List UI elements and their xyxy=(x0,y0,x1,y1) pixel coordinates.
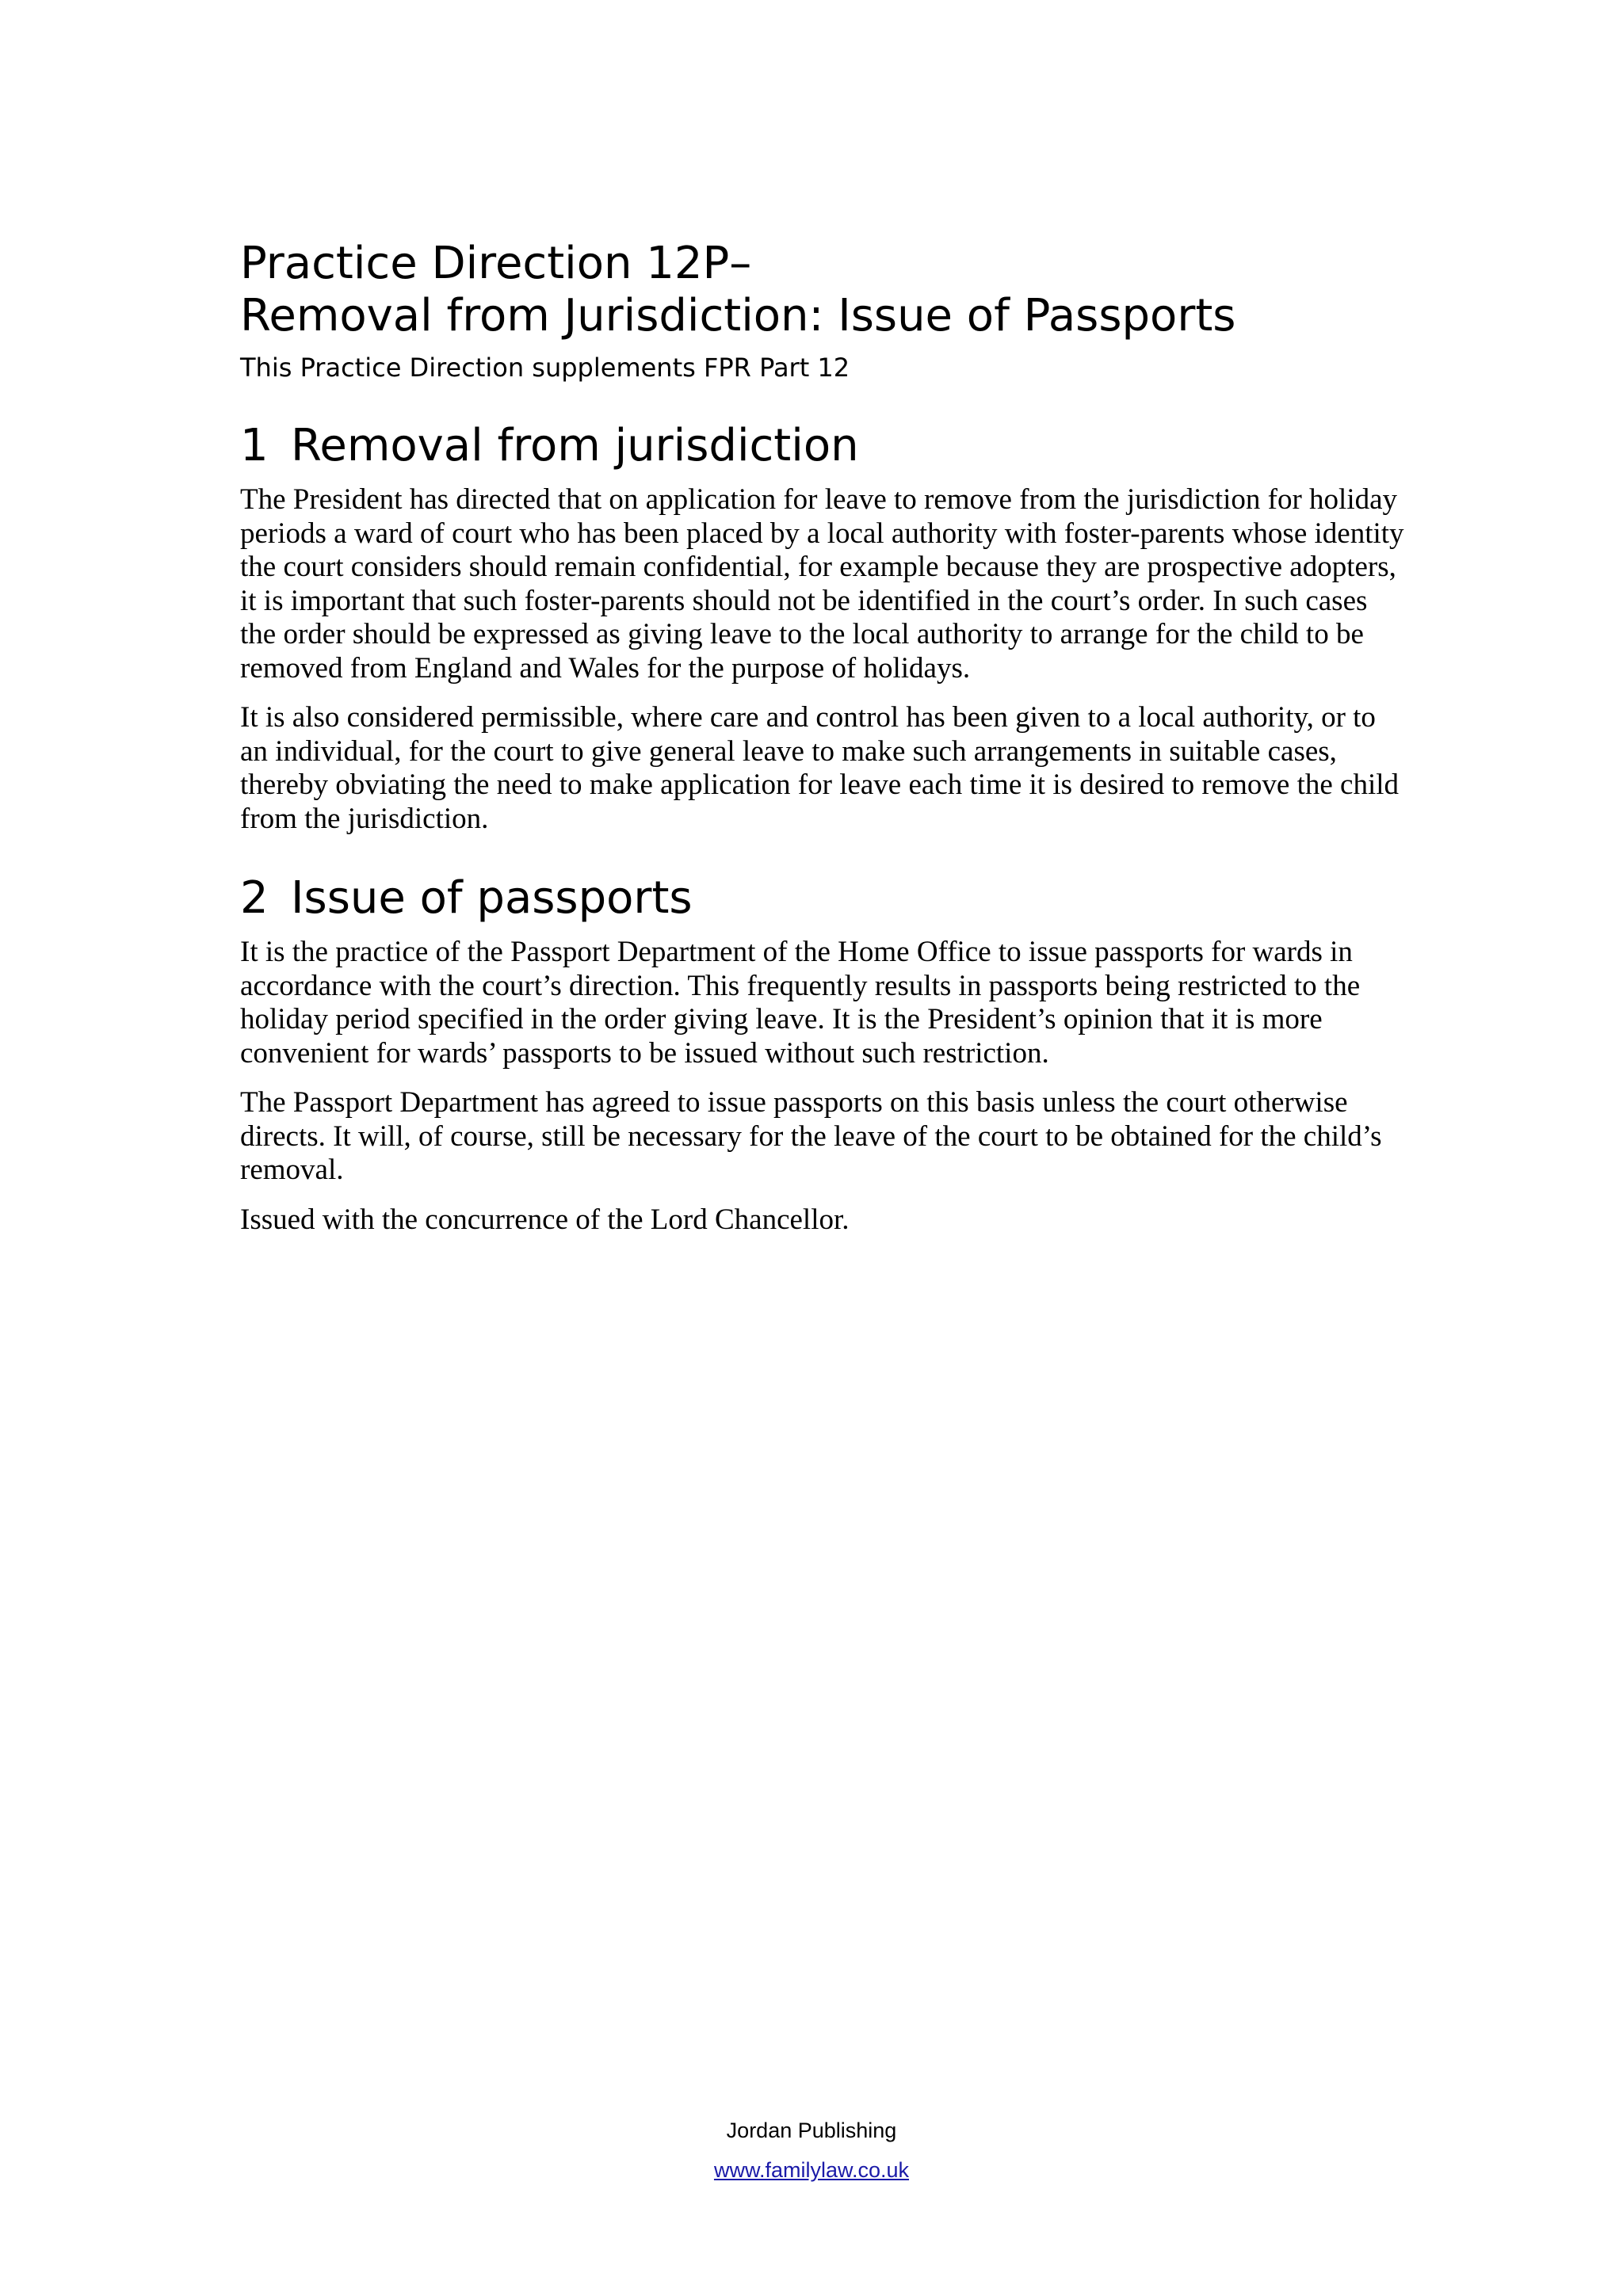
section-title: Removal from jurisdiction xyxy=(291,420,859,471)
section-number: 2 xyxy=(240,872,269,924)
paragraph: It is also considered permissible, where care and control has been given to a local authority, or to an individual, for the court to give general leave to make such arrangements in suitable cases, thereby obviating the need to make application for leave each time it is desired to remove the child from the jurisdiction. xyxy=(240,701,1400,835)
paragraph: Issued with the concurrence of the Lord Chancellor. xyxy=(240,1203,850,1236)
footer-website-link[interactable]: www.familylaw.co.uk xyxy=(713,2158,910,2182)
section-issue-of-passports xyxy=(240,872,1405,1237)
document-page xyxy=(240,238,1405,1253)
section-title: Issue of passports xyxy=(291,872,693,924)
title-line-2: Removal from Jurisdiction: Issue of Passports xyxy=(240,290,1236,341)
section-number: 1 xyxy=(240,420,269,471)
paragraph: The President has directed that on application for leave to remove from the jurisdiction for holiday periods a ward of court who has been placed by a local authority with foster-parents whose identity the court considers should remain confidential, for example because they are prospective adopters, it is important that such foster-parents should not be identified in the court’s order. In such cases the order should be expressed as giving leave to the local authority to arrange for the child to be removed from England and Wales for the purpose of holidays. xyxy=(240,483,1404,685)
paragraph: It is the practice of the Passport Department of the Home Office to issue passports for wards in accordance with the court’s direction. This frequently results in passports being restricted to the holiday period specified in the order giving leave. It is the President’s opinion that it is more convenient for wards’ passports to be issued without such restriction. xyxy=(240,936,1361,1070)
document-title xyxy=(240,238,1405,342)
section-removal-from-jurisdiction xyxy=(240,420,1405,836)
section-heading xyxy=(240,420,1405,472)
document-subtitle: This Practice Direction supplements FPR Part 12 xyxy=(240,353,850,383)
footer-publisher: Jordan Publishing xyxy=(726,2119,897,2142)
title-line-1: Practice Direction 12P– xyxy=(240,238,752,289)
page-footer xyxy=(0,2111,1623,2190)
paragraph: The Passport Department has agreed to issue passports on this basis unless the court otherwise directs. It will, of course, still be necessary for the leave of the court to be obtained for the child’s removal. xyxy=(240,1086,1382,1186)
section-heading xyxy=(240,872,1405,925)
